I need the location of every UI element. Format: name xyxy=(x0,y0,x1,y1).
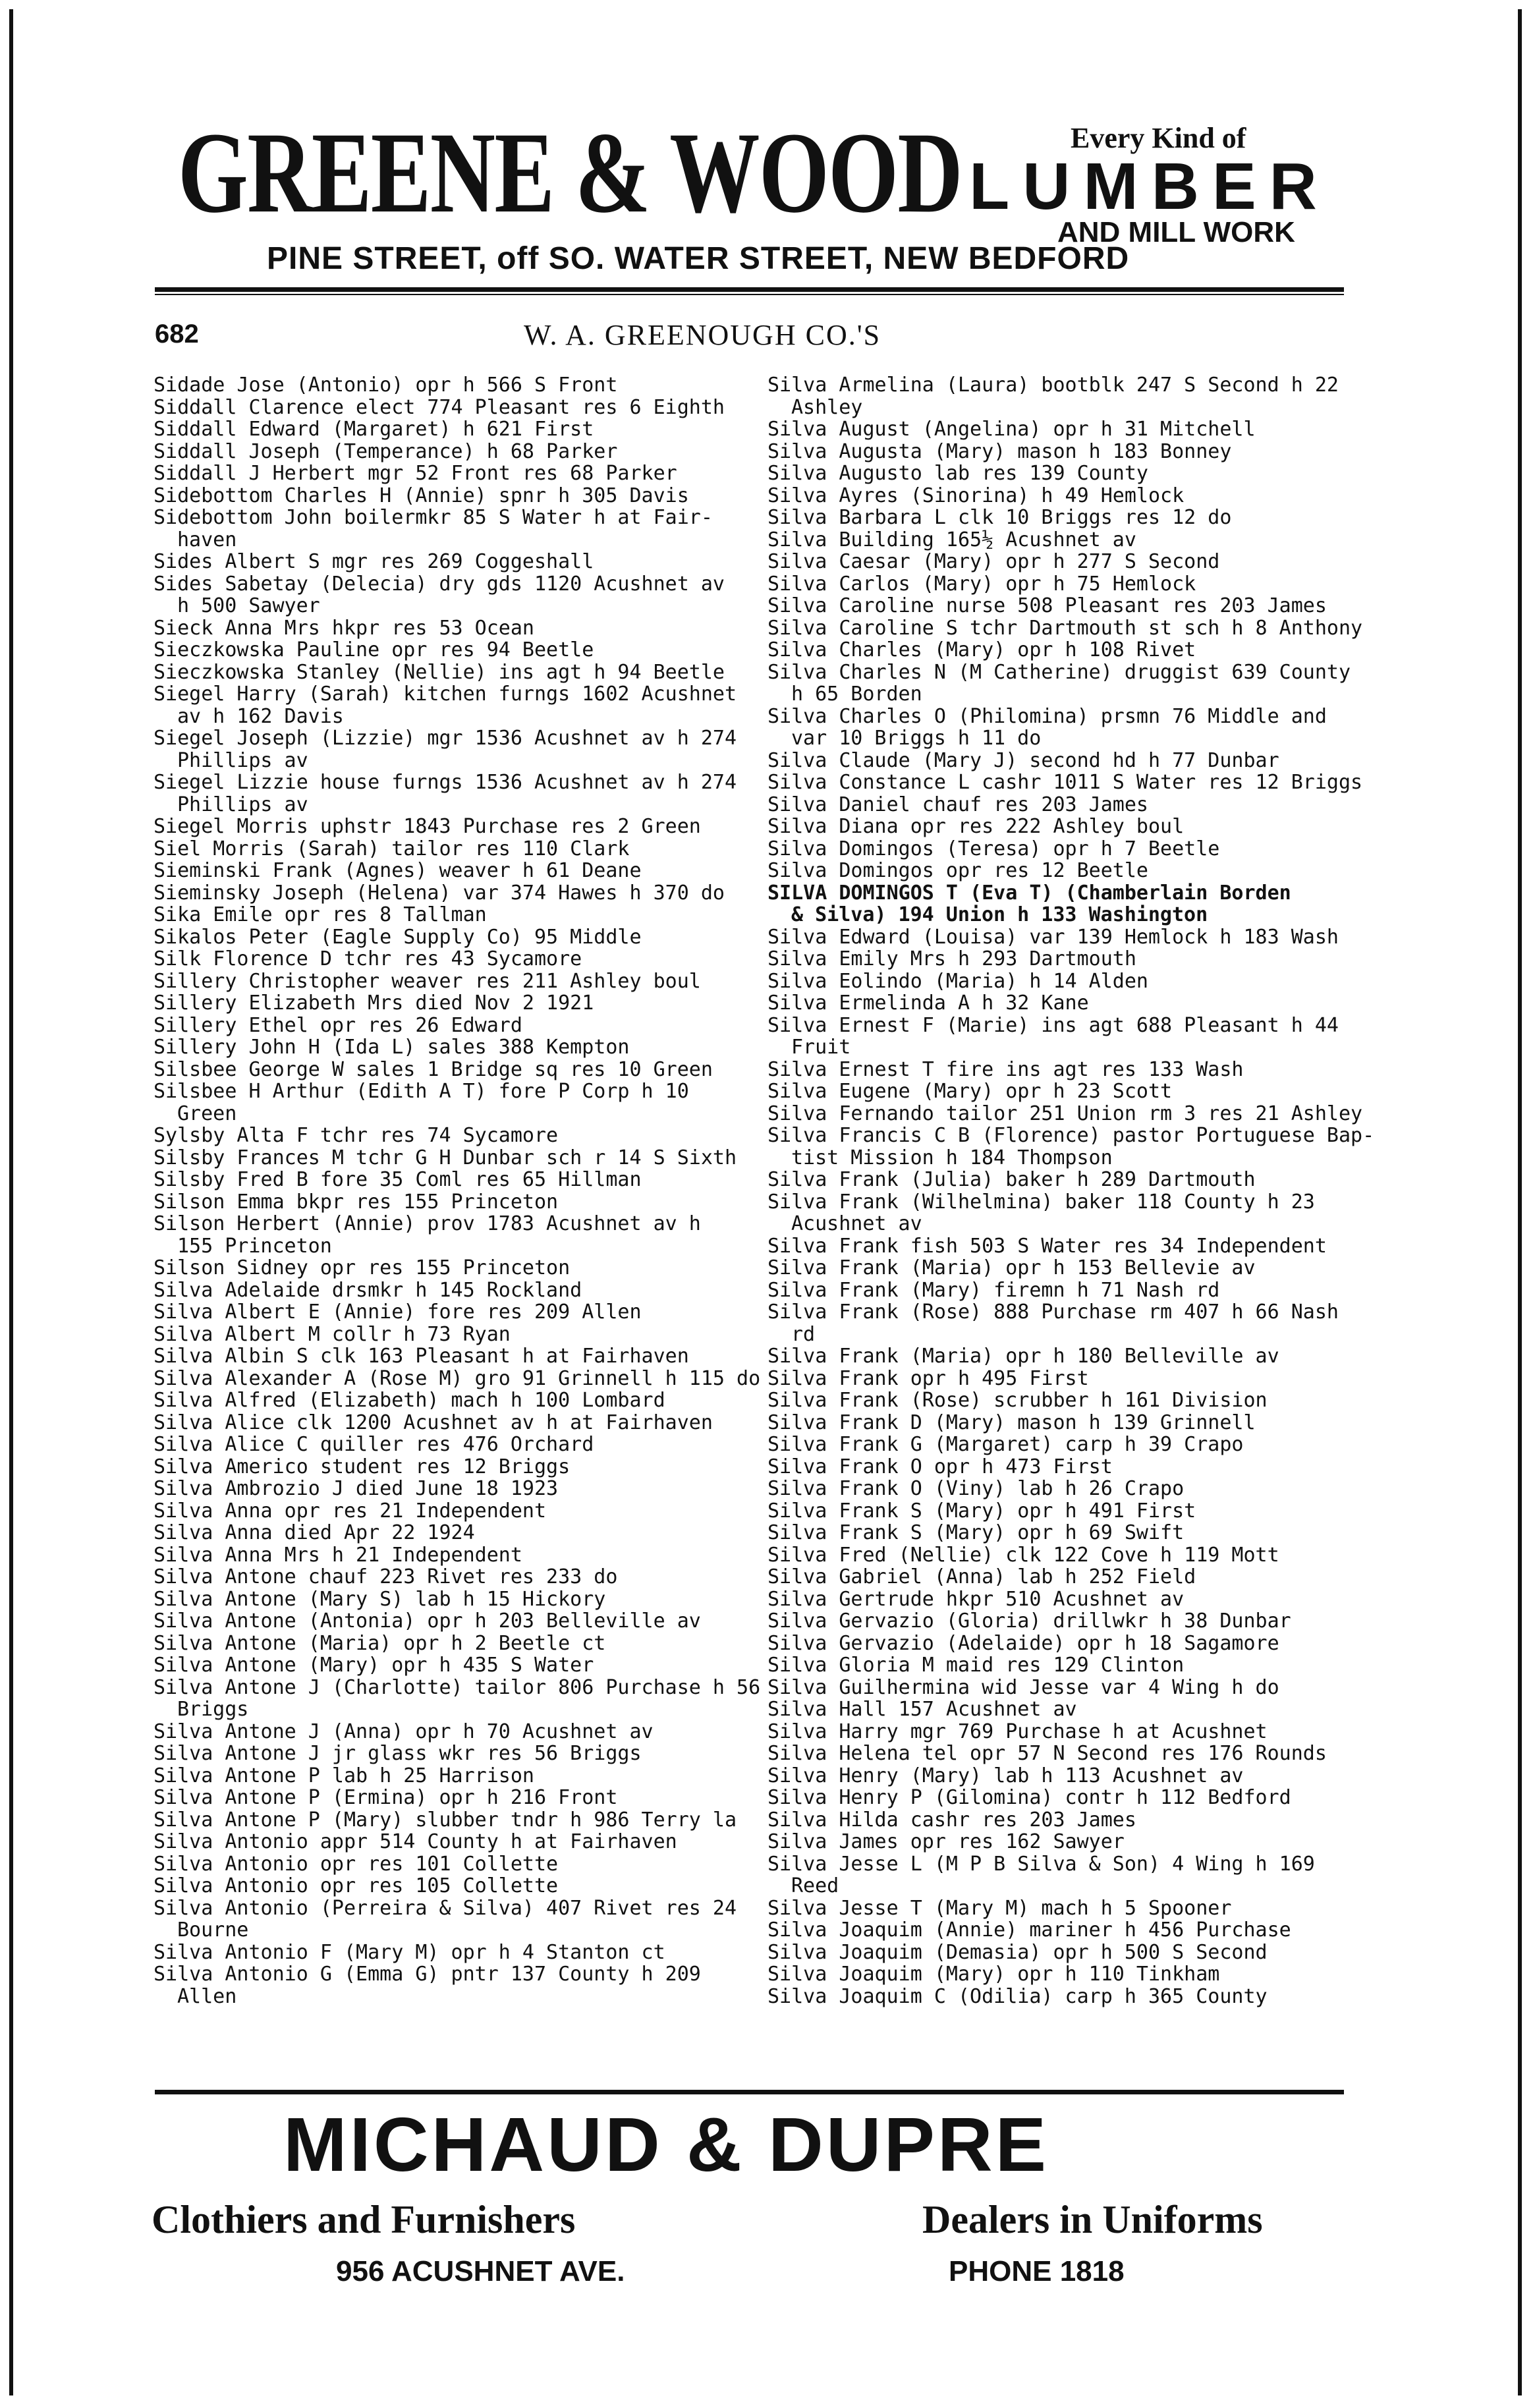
entry-line: Silva Antone (Antonia) opr h 203 Belleville av xyxy=(154,1610,701,1633)
entry-line: Silva Carlos (Mary) opr h 75 Hemlock xyxy=(768,572,1196,596)
entry-line: Silva August (Angelina) opr h 31 Mitchell xyxy=(768,418,1256,441)
directory-entry xyxy=(768,771,1363,794)
bottom-ad-left-tagline: Clothiers and Furnishers xyxy=(152,2198,576,2241)
directory-entry xyxy=(768,1235,1341,1258)
entry-line: Silva Diana opr res 222 Ashley boul xyxy=(768,815,1185,838)
entry-line: Silva Americo student res 12 Briggs xyxy=(154,1455,571,1478)
directory-entry xyxy=(768,1500,1341,1523)
directory-entry xyxy=(154,661,727,684)
entry-line: Silva Claude (Mary J) second hd h 77 Dunbar xyxy=(768,748,1279,772)
entry-line: Silva Caesar (Mary) opr h 277 S Second xyxy=(768,550,1220,573)
entry-line: Silva Domingos opr res 12 Beetle xyxy=(768,859,1148,882)
entry-line: Silva Anna opr res 21 Independent xyxy=(154,1499,547,1523)
directory-entry xyxy=(768,1434,1341,1456)
bottom-divider xyxy=(155,2090,1344,2094)
entry-line: Siddall J Herbert mgr 52 Front res 68 Parker xyxy=(154,462,677,485)
directory-entry xyxy=(154,551,727,573)
directory-entry xyxy=(768,1368,1341,1390)
entry-line: Siegel Joseph (Lizzie) mgr 1536 Acushnet av h 274 xyxy=(154,727,737,750)
directory-entry xyxy=(768,926,1341,949)
entry-line: Silva Ambrozio J died June 18 1923 xyxy=(154,1477,559,1500)
bottom-ad-firm-name: MICHAUD & DUPRE xyxy=(283,2102,1049,2187)
entry-line: Silva Francis C B (Florence) pastor Portuguese Bap- xyxy=(768,1124,1375,1147)
entry-line: Silva Antone chauf 223 Rivet res 233 do xyxy=(154,1565,618,1588)
entry-continuation-line: h 65 Borden xyxy=(791,683,922,706)
directory-entry xyxy=(154,882,727,905)
bottom-ad-address: 956 ACUSHNET AVE. xyxy=(336,2255,625,2287)
directory-entry xyxy=(768,816,1341,838)
entry-continuation-line: Reed xyxy=(791,1874,839,1897)
directory-entry xyxy=(154,1963,727,2007)
entry-line: Silva Gloria M maid res 129 Clinton xyxy=(768,1654,1185,1677)
entry-line: Siegel Lizzie house furngs 1536 Acushnet av h 274 xyxy=(154,771,737,794)
entry-continuation-line: & Silva) 194 Union h 133 Washington xyxy=(791,903,1208,926)
directory-entry xyxy=(768,529,1341,551)
entry-continuation-line: haven xyxy=(177,528,237,551)
entry-line: Silva Antonio appr 514 County h at Fairhaven xyxy=(154,1830,677,1853)
directory-entry xyxy=(154,1610,727,1633)
directory-entry xyxy=(154,970,727,993)
directory-entry xyxy=(154,683,737,728)
directory-entry xyxy=(768,1059,1341,1081)
directory-entry xyxy=(154,1831,727,1853)
directory-entry xyxy=(768,706,1341,750)
directory-entry xyxy=(768,1986,1341,2008)
directory-entry xyxy=(154,1434,727,1456)
entry-line: Silva Ernest T fire ins agt res 133 Wash xyxy=(768,1057,1244,1081)
directory-entry xyxy=(768,462,1341,485)
directory-entry xyxy=(154,1015,727,1037)
entry-line: Siegel Harry (Sarah) kitchen furngs 1602 Acushnet xyxy=(154,683,737,706)
directory-entry xyxy=(154,462,727,485)
directory-entry xyxy=(768,1942,1341,1964)
entry-line: Silva Adelaide drsmkr h 145 Rockland xyxy=(154,1278,582,1302)
entry-line: Silva Frank O (Viny) lab h 26 Crapo xyxy=(768,1477,1185,1500)
directory-entry xyxy=(154,485,727,507)
directory-entry xyxy=(768,1301,1341,1345)
entry-line: Silva Alice C quiller res 476 Orchard xyxy=(154,1433,594,1456)
entry-line: Silva Frank fish 503 S Water res 34 Independent xyxy=(768,1234,1327,1258)
entry-line: Silva Frank (Maria) opr h 153 Bellevie av xyxy=(768,1256,1256,1279)
entry-line: Silva Caroline S tchr Dartmouth st sch h 8 Anthony xyxy=(768,616,1363,640)
entry-line: Silva Antone P (Mary) slubber tndr h 986 Terry la xyxy=(154,1808,737,1832)
directory-column-left xyxy=(154,374,761,2008)
entry-line: Silva Hilda cashr res 203 James xyxy=(768,1808,1136,1832)
directory-entry xyxy=(154,860,727,882)
page-number: 682 xyxy=(155,320,199,349)
directory-entry xyxy=(154,771,737,816)
directory-entry xyxy=(768,1610,1341,1633)
entry-line: Silva Joaquim (Mary) opr h 110 Tinkham xyxy=(768,1963,1220,1986)
entry-line: Sidebottom John boilermkr 85 S Water h at Fair- xyxy=(154,506,713,529)
directory-entry xyxy=(768,1721,1341,1743)
entry-line: Silva Jesse T (Mary M) mach h 5 Spooner xyxy=(768,1896,1232,1920)
directory-entry xyxy=(154,727,737,772)
directory-entry xyxy=(154,639,727,661)
directory-entry xyxy=(154,1478,727,1500)
directory-entry xyxy=(768,1124,1375,1169)
directory-entry xyxy=(768,1389,1341,1412)
directory-entry xyxy=(768,1522,1341,1544)
directory-entry xyxy=(154,397,727,419)
directory-entry xyxy=(154,1279,727,1302)
directory-entry xyxy=(154,1059,727,1081)
directory-entry xyxy=(768,1345,1341,1368)
entry-line: Sieczkowska Stanley (Nellie) ins agt h 94 Beetle xyxy=(154,660,725,684)
entry-line: Silva Alice clk 1200 Acushnet av h at Fairhaven xyxy=(154,1411,713,1434)
entry-continuation-line: 155 Princeton xyxy=(177,1234,332,1258)
entry-line: Siddall Joseph (Temperance) h 68 Parker xyxy=(154,439,618,463)
entry-continuation-line: Phillips av xyxy=(177,793,308,816)
entry-line: Silsby Fred B fore 35 Coml res 65 Hillman xyxy=(154,1168,642,1191)
directory-entry xyxy=(768,794,1341,816)
directory-entry xyxy=(768,616,1363,640)
directory-entry xyxy=(768,1456,1341,1478)
entry-line: Silva Guilhermina wid Jesse var 4 Wing h do xyxy=(768,1675,1279,1699)
entry-line: Silva Frank O opr h 473 First xyxy=(768,1455,1113,1478)
entry-line: Silva Frank D (Mary) mason h 139 Grinnell xyxy=(768,1411,1256,1434)
entry-line: Sidade Jose (Antonio) opr h 566 S Front xyxy=(154,374,618,397)
directory-entry xyxy=(768,660,1351,706)
directory-column-right xyxy=(768,374,1375,2008)
directory-entry xyxy=(154,1412,727,1434)
entry-line: Silva Antone (Mary) opr h 435 S Water xyxy=(154,1654,594,1677)
entry-line: Silva Caroline nurse 508 Pleasant res 203 James xyxy=(768,594,1327,617)
directory-entry xyxy=(768,1080,1341,1103)
directory-entry xyxy=(768,970,1341,993)
directory-entry xyxy=(768,1677,1341,1699)
directory-entry xyxy=(768,1654,1341,1677)
entry-continuation-line: tist Mission h 184 Thompson xyxy=(791,1146,1113,1169)
entry-continuation-line: Phillips av xyxy=(177,748,308,772)
entry-continuation-line: Fruit xyxy=(791,1036,851,1059)
bottom-ad-phone: PHONE 1818 xyxy=(949,2255,1125,2287)
entry-line: Silva Edward (Louisa) var 139 Hemlock h 183 Wash xyxy=(768,925,1339,949)
entry-line: Silva Joaquim (Annie) mariner h 456 Purchase xyxy=(768,1918,1291,1942)
directory-entry xyxy=(154,1080,727,1125)
entry-continuation-line: Acushnet av xyxy=(791,1212,922,1235)
entry-line: Silva Antone (Mary S) lab h 15 Hickory xyxy=(154,1587,606,1611)
entry-line: Silva Antonio (Perreira & Silva) 407 Rivet res 24 xyxy=(154,1896,737,1920)
entry-line: Sillery John H (Ida L) sales 388 Kempton xyxy=(154,1036,630,1059)
entry-line: Silva Frank (Julia) baker h 289 Dartmouth xyxy=(768,1168,1256,1191)
directory-entry xyxy=(154,1191,727,1214)
entry-line: Silva Joaquim C (Odilia) carp h 365 County xyxy=(768,1984,1268,2008)
directory-entry xyxy=(768,485,1341,507)
directory-entry xyxy=(154,838,727,860)
entry-line: Silva Fernando tailor 251 Union rm 3 res 21 Ashley xyxy=(768,1102,1363,1125)
entry-line: Silva Frank opr h 495 First xyxy=(768,1366,1089,1390)
entry-line: Silva Frank S (Mary) opr h 69 Swift xyxy=(768,1521,1185,1544)
directory-entry xyxy=(768,882,1341,926)
top-divider-thin xyxy=(155,294,1344,295)
entry-continuation-line: var 10 Briggs h 11 do xyxy=(791,727,1042,750)
entry-continuation-line: h 500 Sawyer xyxy=(177,594,320,617)
top-divider xyxy=(155,287,1344,292)
entry-line: Silva Daniel chauf res 203 James xyxy=(768,793,1148,816)
entry-line: Silson Sidney opr res 155 Princeton xyxy=(154,1256,571,1279)
directory-entry xyxy=(154,441,727,463)
directory-entry xyxy=(768,1544,1341,1567)
directory-entry xyxy=(154,1875,727,1897)
directory-entry xyxy=(154,418,727,441)
directory-entry xyxy=(768,1566,1341,1588)
entry-line: Silva Frank (Rose) 888 Purchase rm 407 h 66 Nash xyxy=(768,1301,1339,1324)
directory-entry xyxy=(154,1169,727,1191)
directory-entry xyxy=(768,573,1341,596)
directory-entry xyxy=(154,1257,727,1279)
entry-line: Sylsby Alta F tchr res 74 Sycamore xyxy=(154,1124,559,1147)
entry-line: Sides Sabetay (Delecia) dry gds 1120 Acushnet av xyxy=(154,572,725,596)
directory-entry xyxy=(768,1102,1363,1125)
directory-entry xyxy=(768,441,1341,463)
entry-continuation-line: Green xyxy=(177,1102,237,1125)
directory-entry xyxy=(154,573,727,617)
bottom-advertisement xyxy=(145,2102,1351,2303)
directory-entry xyxy=(154,1675,761,1721)
entry-line: Silva Charles (Mary) opr h 108 Rivet xyxy=(768,638,1196,661)
entry-line: Silva Alexander A (Rose M) gro 91 Grinnell h 115 do xyxy=(154,1366,761,1390)
entry-line: Silva Domingos (Teresa) opr h 7 Beetle xyxy=(768,837,1220,860)
entry-line: Silva Harry mgr 769 Purchase h at Acushnet xyxy=(768,1720,1268,1743)
directory-entry xyxy=(768,1765,1341,1787)
running-head: W. A. GREENOUGH CO.'S xyxy=(524,319,881,351)
directory-entry xyxy=(154,1588,727,1611)
directory-entry xyxy=(154,1345,727,1368)
entry-line: Silva Frank (Rose) scrubber h 161 Division xyxy=(768,1389,1268,1412)
directory-entry xyxy=(154,617,727,640)
entry-line: Silva Anna died Apr 22 1924 xyxy=(154,1521,475,1544)
directory-entry xyxy=(768,948,1341,970)
top-ad-tagline: Every Kind of xyxy=(1071,122,1246,154)
directory-entry xyxy=(154,904,727,926)
entry-line: Sieminski Frank (Agnes) weaver h 61 Deane xyxy=(154,859,642,882)
entry-line: Siddall Clarence elect 774 Pleasant res 6 Eighth xyxy=(154,395,725,419)
directory-entry xyxy=(154,1456,727,1478)
entry-line: Silva Gervazio (Adelaide) opr h 18 Sagamore xyxy=(768,1631,1279,1655)
entry-line: Silva Antonio G (Emma G) pntr 137 County h 209 xyxy=(154,1963,701,1986)
directory-entry xyxy=(154,1633,727,1655)
directory-entry xyxy=(154,1743,727,1765)
directory-entry xyxy=(768,1787,1341,1809)
entry-continuation-line: Ashley xyxy=(791,395,863,419)
entry-line: Silva Albin S clk 163 Pleasant h at Fairhaven xyxy=(154,1345,689,1368)
entry-line: Silva Albert M collr h 73 Ryan xyxy=(154,1322,511,1346)
directory-entry xyxy=(154,1942,727,1964)
top-ad-product-sub: AND MILL WORK xyxy=(1057,216,1295,248)
entry-line: Silson Emma bkpr res 155 Princeton xyxy=(154,1190,559,1214)
entry-line: Silva Constance L cashr 1011 S Water res 12 Briggs xyxy=(768,771,1363,794)
directory-entry xyxy=(768,1588,1341,1611)
directory-entry xyxy=(154,992,727,1015)
directory-entry xyxy=(154,1036,727,1059)
top-ad-firm-name: GREENE & WOOD xyxy=(178,109,962,237)
top-ad-product: LUMBER xyxy=(969,150,1330,223)
entry-line: Silva Gabriel (Anna) lab h 252 Field xyxy=(768,1565,1196,1588)
directory-entry xyxy=(768,418,1341,441)
directory-entry xyxy=(154,1146,737,1169)
entry-line: Siddall Edward (Margaret) h 621 First xyxy=(154,418,594,441)
directory-entry xyxy=(768,860,1341,882)
entry-line: Silva Augusta (Mary) mason h 183 Bonney xyxy=(768,439,1232,463)
directory-entry xyxy=(768,595,1341,617)
entry-line: Sillery Ethel opr res 26 Edward xyxy=(154,1013,522,1037)
entry-line: Silson Herbert (Annie) prov 1783 Acushnet av h xyxy=(154,1212,701,1235)
entry-line: Silva Ayres (Sinorina) h 49 Hemlock xyxy=(768,484,1185,507)
entry-line: Silva Jesse L (M P B Silva & Son) 4 Wing h 169 xyxy=(768,1852,1315,1876)
directory-entry xyxy=(154,816,727,838)
entry-line: Silva Armelina (Laura) bootblk 247 S Second h 22 xyxy=(768,374,1339,397)
entry-line: Silva Ermelinda A h 32 Kane xyxy=(768,992,1089,1015)
directory-entry xyxy=(768,750,1341,772)
entry-line: Silva Augusto lab res 139 County xyxy=(768,462,1148,485)
entry-line: Silva Antone J (Charlotte) tailor 806 Purchase h 56 xyxy=(154,1675,761,1699)
entry-line: Sides Albert S mgr res 269 Coggeshall xyxy=(154,550,594,573)
entry-line: Silva James opr res 162 Sawyer xyxy=(768,1830,1125,1853)
directory-entry xyxy=(768,992,1341,1015)
directory-entry xyxy=(154,926,727,949)
directory-entry xyxy=(768,1279,1341,1302)
entry-line: Sillery Elizabeth Mrs died Nov 2 1921 xyxy=(154,992,594,1015)
directory-entry xyxy=(768,1963,1341,1986)
entry-line: Silva Charles N (M Catherine) druggist 639 County xyxy=(768,660,1351,684)
entry-line: Silva Eugene (Mary) opr h 23 Scott xyxy=(768,1080,1173,1103)
directory-entry xyxy=(768,1478,1341,1500)
entry-line: Silva Gervazio (Gloria) drillwkr h 38 Dunbar xyxy=(768,1610,1291,1633)
directory-entry xyxy=(154,1213,727,1257)
entry-line: SILVA DOMINGOS T (Eva T) (Chamberlain Borden xyxy=(768,881,1291,905)
directory-entry xyxy=(768,1633,1341,1655)
directory-entry xyxy=(768,1169,1341,1191)
directory-entry xyxy=(768,1412,1341,1434)
entry-line: Silva Antonio F (Mary M) opr h 4 Stanton ct xyxy=(154,1940,665,1964)
directory-entry xyxy=(154,1522,727,1544)
directory-entry xyxy=(154,1566,727,1588)
entry-line: Silva Fred (Nellie) clk 122 Cove h 119 Mott xyxy=(768,1543,1279,1567)
entry-line: Sikalos Peter (Eagle Supply Co) 95 Middle xyxy=(154,925,642,949)
entry-line: Silva Emily Mrs h 293 Dartmouth xyxy=(768,947,1136,970)
directory-entry xyxy=(154,1324,727,1346)
directory-entry xyxy=(768,1743,1341,1765)
entry-continuation-line: av h 162 Davis xyxy=(177,704,344,728)
top-advertisement xyxy=(152,109,1344,293)
entry-line: Silsbee H Arthur (Edith A T) fore P Corp h 10 xyxy=(154,1080,689,1103)
entry-line: Siel Morris (Sarah) tailor res 110 Clark xyxy=(154,837,630,860)
bottom-ad-right-tagline: Dealers in Uniforms xyxy=(922,2198,1263,2241)
entry-line: Silva Antone (Maria) opr h 2 Beetle ct xyxy=(154,1631,606,1655)
entry-line: Silva Antone J (Anna) opr h 70 Acushnet av xyxy=(154,1720,654,1743)
entry-line: Silva Joaquim (Demasia) opr h 500 S Second xyxy=(768,1940,1268,1964)
directory-entry xyxy=(768,838,1341,860)
entry-line: Silva Frank G (Margaret) carp h 39 Crapo xyxy=(768,1433,1244,1456)
entry-line: Sillery Christopher weaver res 211 Ashley boul xyxy=(154,969,701,993)
directory-entry xyxy=(154,948,727,970)
entry-line: Silva Antonio opr res 101 Collette xyxy=(154,1852,559,1876)
directory-entry xyxy=(154,507,727,551)
directory-entry xyxy=(154,1896,737,1942)
entry-line: Sika Emile opr res 8 Tallman xyxy=(154,903,487,926)
entry-line: Silva Henry (Mary) lab h 113 Acushnet av xyxy=(768,1764,1244,1787)
directory-entry xyxy=(154,1500,727,1523)
entry-line: Sidebottom Charles H (Annie) spnr h 305 Davis xyxy=(154,484,689,507)
entry-line: Silsbee George W sales 1 Bridge sq res 10 Green xyxy=(154,1057,713,1081)
directory-entry xyxy=(768,374,1341,418)
directory-entry xyxy=(768,1698,1341,1721)
directory-entry xyxy=(154,1808,737,1832)
entry-line: Silva Anna Mrs h 21 Independent xyxy=(154,1543,522,1567)
directory-entry xyxy=(154,1544,727,1567)
entry-line: Silva Frank (Mary) firemn h 71 Nash rd xyxy=(768,1278,1220,1302)
entry-line: Silva Frank S (Mary) opr h 491 First xyxy=(768,1499,1196,1523)
entry-line: Silva Antone P lab h 25 Harrison xyxy=(154,1764,534,1787)
directory-entry xyxy=(154,1389,727,1412)
entry-continuation-line: Bourne xyxy=(177,1918,249,1942)
directory-entry xyxy=(768,1919,1341,1942)
directory-entry xyxy=(768,1257,1341,1279)
entry-line: Silva Eolindo (Maria) h 14 Alden xyxy=(768,969,1148,993)
entry-line: Silva Antone P (Ermina) opr h 216 Front xyxy=(154,1786,618,1809)
directory-entry xyxy=(154,1125,727,1147)
directory-entry xyxy=(154,1366,761,1390)
entry-line: Silva Antone J jr glass wkr res 56 Briggs xyxy=(154,1742,642,1765)
entry-line: Silk Florence D tchr res 43 Sycamore xyxy=(154,947,582,970)
directory-entry xyxy=(154,1787,727,1809)
entry-line: Silva Gertrude hkpr 510 Acushnet av xyxy=(768,1587,1185,1611)
entry-continuation-line: Allen xyxy=(177,1984,237,2008)
top-ad-product-block xyxy=(952,122,1347,247)
entry-line: Silva Frank (Wilhelmina) baker 118 County h 23 xyxy=(768,1190,1315,1214)
directory-entry xyxy=(154,374,727,397)
entry-line: Silva Albert E (Annie) fore res 209 Allen xyxy=(154,1301,642,1324)
entry-line: Sieck Anna Mrs hkpr res 53 Ocean xyxy=(154,616,534,640)
entry-line: Silva Building 165½ Acushnet av xyxy=(768,528,1136,551)
directory-entry xyxy=(768,1809,1341,1832)
entry-line: Silva Antonio opr res 105 Collette xyxy=(154,1874,559,1897)
entry-line: Silsby Frances M tchr G H Dunbar sch r 14 S Sixth xyxy=(154,1146,737,1169)
entry-line: Silva Barbara L clk 10 Briggs res 12 do xyxy=(768,506,1232,529)
directory-entry xyxy=(768,1853,1341,1897)
entry-line: Silva Frank (Maria) opr h 180 Belleville av xyxy=(768,1345,1279,1368)
directory-entry xyxy=(768,507,1341,529)
entry-line: Silva Charles O (Philomina) prsmn 76 Middle and xyxy=(768,704,1327,728)
entry-continuation-line: Briggs xyxy=(177,1698,249,1721)
entry-line: Siegel Morris uphstr 1843 Purchase res 2 Green xyxy=(154,815,701,838)
directory-entry xyxy=(768,1191,1341,1235)
entry-line: Sieminsky Joseph (Helena) var 374 Hawes h 370 do xyxy=(154,881,725,905)
directory-entry xyxy=(154,1765,727,1787)
directory-entry xyxy=(154,1853,727,1876)
entry-line: Sieczkowska Pauline opr res 94 Beetle xyxy=(154,638,594,661)
directory-entry xyxy=(768,1831,1341,1853)
entry-line: Silva Helena tel opr 57 N Second res 176 Rounds xyxy=(768,1742,1327,1765)
directory-entry xyxy=(768,639,1341,661)
entry-line: Silva Alfred (Elizabeth) mach h 100 Lombard xyxy=(154,1389,665,1412)
directory-entry xyxy=(154,1301,727,1324)
directory-entry xyxy=(768,1897,1341,1920)
entry-line: Silva Ernest F (Marie) ins agt 688 Pleasant h 44 xyxy=(768,1013,1339,1037)
directory-entry xyxy=(768,551,1341,573)
top-ad-address: PINE STREET, off SO. WATER STREET, NEW BEDFORD xyxy=(267,241,1130,276)
entry-line: Silva Henry P (Gilomina) contr h 112 Bedford xyxy=(768,1786,1291,1809)
directory-entry xyxy=(154,1654,727,1677)
directory-entry xyxy=(154,1721,727,1743)
directory-entry xyxy=(768,1015,1341,1059)
entry-continuation-line: rd xyxy=(791,1322,816,1346)
entry-line: Silva Hall 157 Acushnet av xyxy=(768,1698,1077,1721)
